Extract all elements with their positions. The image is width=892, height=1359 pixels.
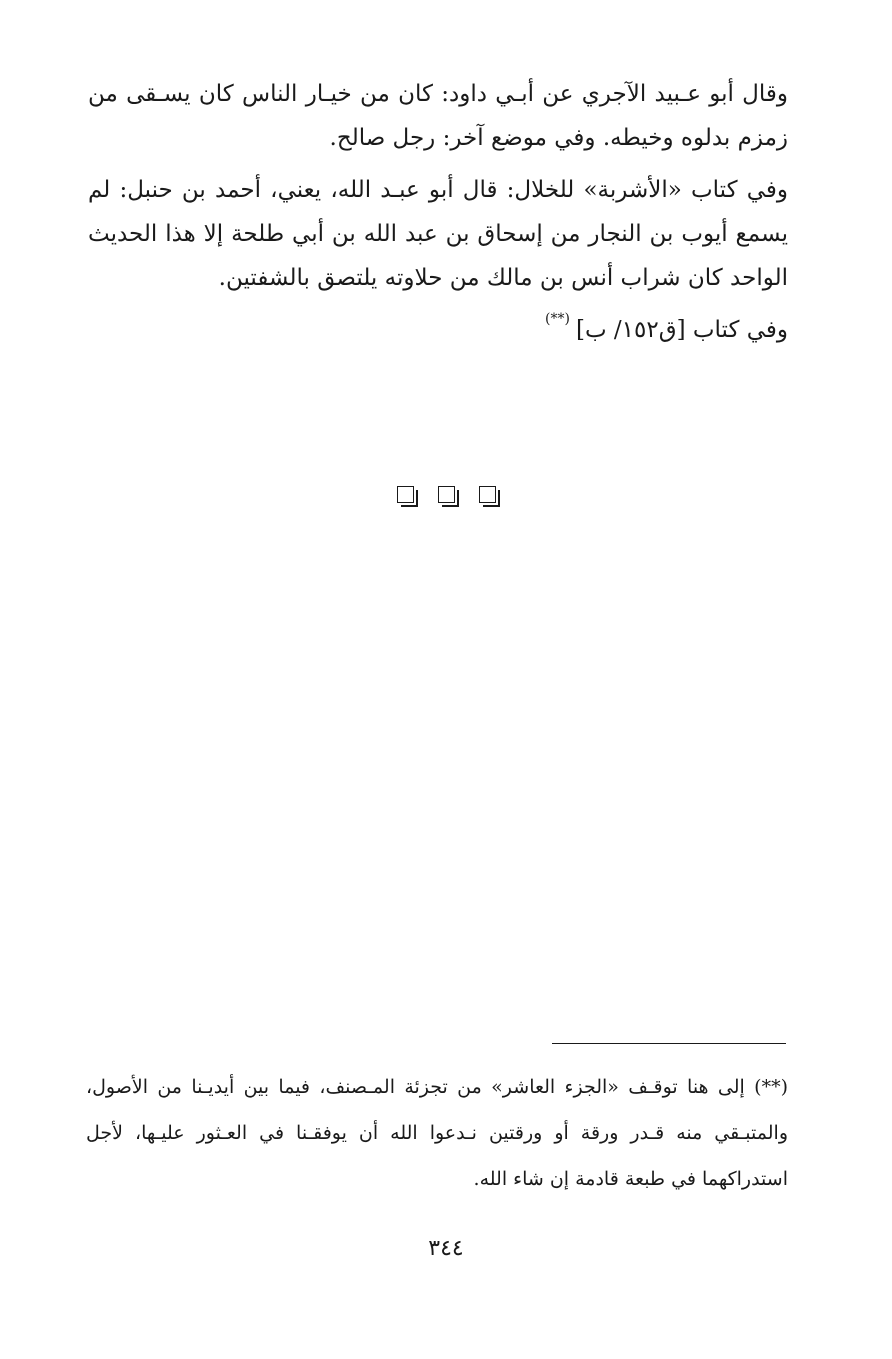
main-text bbox=[88, 72, 788, 360]
footnote-marker: (**) bbox=[545, 311, 570, 327]
footnote-divider bbox=[552, 1043, 786, 1044]
paragraph: وفي كتاب «الأشربة» للخلال: قال أبو عبـد الله، يعني، أحمد بن حنبل: لم يسمع أيوب بن النجار من إسحاق بن عبد الله بن أبي طلحة إلا هذا الحديث الواحد كان شراب أنس بن مالك من حلاوته يلتصق بالشفتين. bbox=[88, 177, 788, 291]
section-separator bbox=[0, 486, 892, 503]
page-number: ٣٤٤ bbox=[428, 1236, 464, 1261]
footnotes bbox=[86, 1064, 788, 1202]
last-line-text: وفي كتاب [ق١٥٢/ ب] bbox=[575, 317, 788, 343]
separator-square-icon bbox=[397, 486, 414, 503]
footnote-text: (**) إلى هنا توقـف «الجزء العاشر» من تجزئة المـصنف، فيما بين أيديـنا من الأصول، والمتبـقي منه قـدر ورقة أو ورقتين نـدعوا الله أن يوفقـنا في العـثور عليـها، لأجل استدراكهما في طبعة قادمة إن شاء الله. bbox=[86, 1076, 788, 1190]
separator-square-icon bbox=[479, 486, 496, 503]
paragraph-last bbox=[88, 308, 788, 352]
paragraph: وقال أبو عـبيد الآجري عن أبـي داود: كان من خيـار الناس كان يسـقى من زمزم بدلوه وخيطه. وفي موضع آخر: رجل صالح. bbox=[88, 81, 788, 151]
separator-square-icon bbox=[438, 486, 455, 503]
